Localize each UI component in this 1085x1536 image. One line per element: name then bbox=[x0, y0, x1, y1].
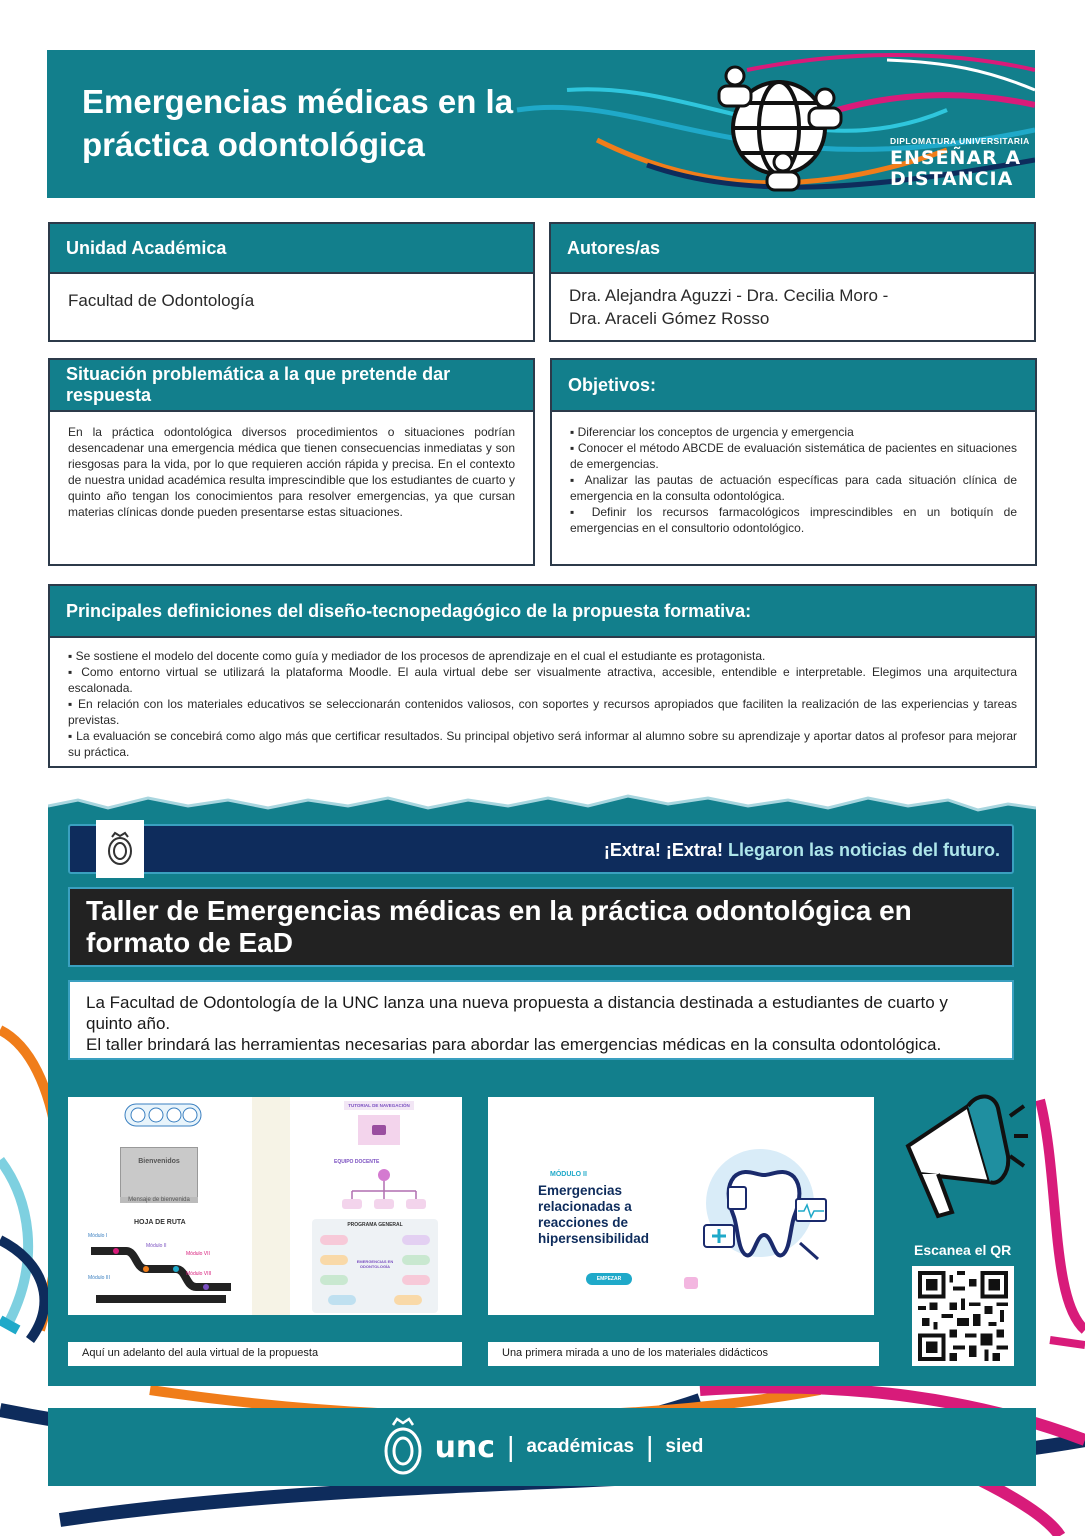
news-lead-line-2: El taller brindará las herramientas necesarias para abordar las emergencias médicas en la consulta odontológica. bbox=[86, 1035, 942, 1054]
video-icon bbox=[358, 1115, 400, 1145]
objetivo-item: ▪ Analizar las pautas de actuación específicas para cada situación clínica de emergencia en la consulta odontológica. bbox=[570, 472, 1017, 504]
objetivo-item: ▪ Diferenciar los conceptos de urgencia y emergencia bbox=[570, 424, 1017, 440]
poster-title: Emergencias médicas en la práctica odontológica bbox=[82, 83, 514, 163]
course-icons-row bbox=[124, 1103, 202, 1127]
situacion-heading: Situación problemática a la que pretende dar respuesta bbox=[50, 360, 533, 412]
module-title bbox=[538, 1183, 649, 1247]
svg-text:Módulo I: Módulo I bbox=[88, 1233, 108, 1239]
definicion-item: ▪ Como entorno virtual se utilizará la plataforma Moodle. El aula virtual debe ser visualmente atractiva, accesible, entendible e interpretable. Elegimos una arquitectura escalonada. bbox=[68, 664, 1017, 696]
module-title-line-1: Emergencias bbox=[538, 1183, 623, 1198]
situacion-box bbox=[48, 358, 535, 566]
news-headline: Taller de Emergencias médicas en la práctica odontológica en formato de EaD bbox=[68, 887, 1014, 967]
module-title-line-4: hipersensibilidad bbox=[538, 1231, 650, 1246]
definiciones-heading: Principales definiciones del diseño-tecnopedagógico de la propuesta formativa: bbox=[50, 586, 1035, 638]
objetivos-heading: Objetivos: bbox=[552, 360, 1035, 412]
svg-text:Módulo III: Módulo III bbox=[88, 1275, 110, 1281]
material-didactico-caption: Una primera mirada a uno de los materiales didácticos bbox=[488, 1342, 879, 1366]
qr-code[interactable] bbox=[912, 1266, 1014, 1366]
globe-people-icon bbox=[707, 58, 847, 193]
definicion-item: ▪ La evaluación se concebirá como algo más que certificar resultados. Su principal objetivo será informar al alumno sobre su aprendizaje y aportar datos al profesor para mejorar su práctica. bbox=[68, 728, 1017, 760]
aula-virtual-caption: Aquí un adelanto del aula virtual de la propuesta bbox=[68, 1342, 462, 1366]
welcome-word: Bienvenidos bbox=[138, 1158, 180, 1165]
definicion-item: ▪ Se sostiene el modelo del docente como guía y mediador de los procesos de aprendizaje en el cual el estudiante es protagonista. bbox=[68, 648, 1017, 664]
megaphone-icon bbox=[898, 1086, 1028, 1226]
news-tagline bbox=[604, 840, 1000, 861]
module-number: MÓDULO II bbox=[550, 1171, 587, 1178]
hoja-de-ruta-label: HOJA DE RUTA bbox=[134, 1219, 186, 1226]
programa-general-panel bbox=[312, 1219, 438, 1313]
tutorial-label: TUTORIAL DE NAVEGACIÓN bbox=[344, 1101, 414, 1110]
tooth-medical-illustration bbox=[694, 1147, 834, 1277]
footer-academicas: académicas bbox=[526, 1436, 635, 1457]
autores-heading: Autores/as bbox=[551, 224, 1034, 274]
svg-text:Módulo II: Módulo II bbox=[146, 1243, 167, 1249]
equipo-docente-label: EQUIPO DOCENTE bbox=[334, 1159, 380, 1165]
brand-line-2: DISTANCIA bbox=[890, 168, 1014, 190]
unc-seal-icon bbox=[381, 1417, 425, 1477]
footer-separator: | bbox=[646, 1431, 654, 1462]
material-didactico-screenshot bbox=[488, 1097, 874, 1315]
definiciones-list bbox=[50, 638, 1035, 772]
footer-separator: | bbox=[507, 1431, 515, 1462]
module-title-line-2: relacionadas a bbox=[538, 1199, 632, 1214]
objetivos-box bbox=[550, 358, 1037, 566]
qr-label: Escanea el QR bbox=[914, 1242, 1012, 1258]
autores-box bbox=[549, 222, 1036, 342]
footer-bar bbox=[48, 1408, 1036, 1486]
unidad-academica-box bbox=[48, 222, 535, 342]
welcome-message: Mensaje de bienvenida bbox=[120, 1197, 198, 1203]
svg-text:Módulo VII: Módulo VII bbox=[186, 1251, 210, 1257]
unidad-academica-heading: Unidad Académica bbox=[50, 224, 533, 274]
brand-subtitle: DIPLOMATURA UNIVERSITARIA bbox=[890, 136, 1030, 146]
qr-code-pattern bbox=[917, 1271, 1009, 1361]
roadmap-illustration bbox=[86, 1229, 236, 1311]
audio-icon[interactable] bbox=[684, 1277, 698, 1289]
empezar-button[interactable]: EMPEZAR bbox=[586, 1273, 632, 1285]
brand-logo bbox=[890, 136, 1030, 188]
team-diagram bbox=[330, 1167, 438, 1215]
svg-text:Módulo VIII: Módulo VIII bbox=[186, 1271, 212, 1277]
autores-line-1: Dra. Alejandra Aguzzi - Dra. Cecilia Moro - bbox=[569, 286, 889, 305]
objetivos-list bbox=[552, 412, 1035, 548]
news-tagline-highlight: Llegaron las noticias del futuro. bbox=[727, 840, 1000, 860]
news-extra: ¡Extra! ¡Extra! bbox=[603, 840, 723, 860]
situacion-text: En la práctica odontológica diversos procedimientos o situaciones podrían desencadenar una emergencia médica que tienen consecuencias inmediatas y son riesgosas para la vida, por lo que requieren acción rápida y precisa. En el contexto de nuestra unidad académica resulta imprescindible que los estudiantes de cuarto y quinto año tengan los conocimientos para resolver emergencias, ya que cursan materias clínicas donde pueden presentarse estas situaciones. bbox=[68, 425, 515, 519]
programa-general-label: PROGRAMA GENERAL bbox=[347, 1222, 403, 1228]
autores-line-2: Dra. Araceli Gómez Rosso bbox=[569, 309, 770, 328]
aula-virtual-screenshot bbox=[68, 1097, 462, 1315]
definicion-item: ▪ En relación con los materiales educativos se seleccionarán contenidos valiosos, con soportes y recursos apropiados que faciliten la realización de las experiencias y tareas previstas. bbox=[68, 696, 1017, 728]
news-section bbox=[48, 790, 1036, 1386]
autores-text bbox=[551, 274, 1034, 342]
torn-paper-edge bbox=[48, 770, 1036, 815]
unidad-academica-text: Facultad de Odontología bbox=[68, 291, 255, 310]
unc-seal-icon bbox=[96, 820, 144, 878]
news-lead bbox=[68, 980, 1014, 1060]
objetivo-item: ▪ Definir los recursos farmacológicos imprescindibles en un botiquín de emergencias en el consultorio odontológico. bbox=[570, 504, 1017, 536]
emergencias-center-label: EMERGENCIAS EN ODONTOLOGÍA bbox=[356, 1259, 394, 1269]
footer-unc: unc bbox=[434, 1429, 496, 1465]
news-lead-line-1: La Facultad de Odontología de la UNC lanza una nueva propuesta a distancia destinada a estudiantes de cuarto y quinto año. bbox=[86, 993, 948, 1033]
definiciones-box bbox=[48, 584, 1037, 768]
footer-sied: sied bbox=[665, 1436, 704, 1457]
header-banner bbox=[47, 50, 1035, 198]
brand-line-1: ENSEÑAR A bbox=[890, 147, 1022, 169]
welcome-image bbox=[120, 1147, 198, 1199]
objetivo-item: ▪ Conocer el método ABCDE de evaluación sistemática de pacientes en situaciones de emergencias. bbox=[570, 440, 1017, 472]
module-title-line-3: reacciones de bbox=[538, 1215, 629, 1230]
news-navbar bbox=[68, 824, 1014, 874]
